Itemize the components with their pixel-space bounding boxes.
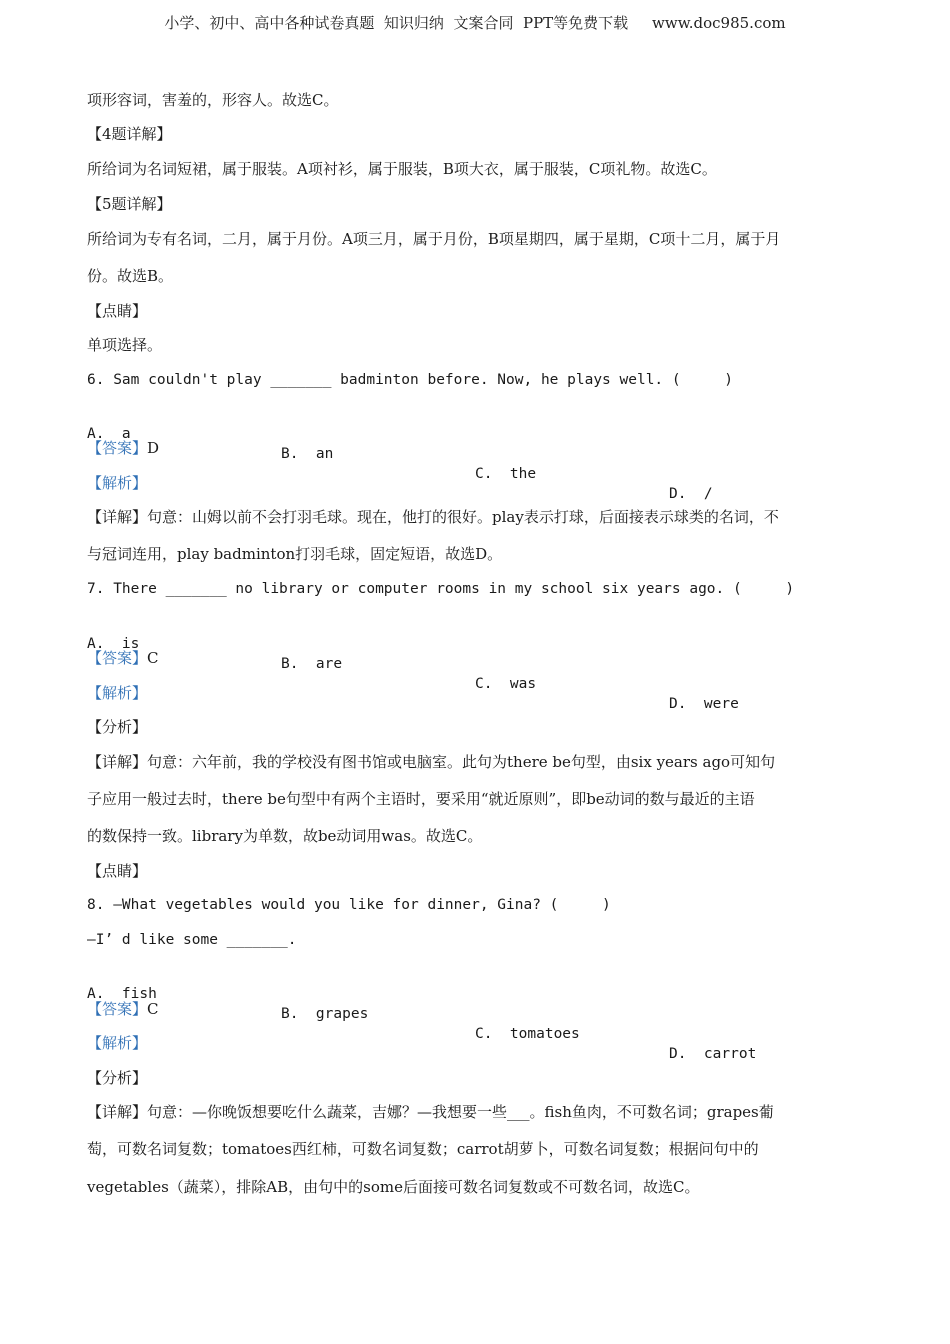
analysis-label: 【解析】	[87, 474, 148, 492]
detail-text: 【详解】句意：六年前，我的学校没有图书馆或电脑室。此句为there be句型，由six years ago可知句	[87, 753, 776, 771]
option-d: D. carrot	[669, 1046, 757, 1062]
option-a: A. fish	[87, 986, 157, 1002]
question-8-reply: —I’ d like some _______.	[87, 932, 297, 948]
text-line: 份。故选B。	[87, 267, 174, 285]
analysis-label: 【解析】	[87, 1034, 148, 1052]
fenxi-label: 【分析】	[87, 1069, 148, 1087]
option-a: A. a	[87, 426, 131, 442]
option-b: B. are	[281, 656, 343, 672]
text-line: 所给词为名词短裙，属于服装。A项衬衫，属于服装，B项大衣，属于服装，C项礼物。故选C。	[87, 160, 717, 178]
option-d: D. /	[669, 486, 713, 502]
answer-line	[87, 438, 870, 458]
answer-line	[87, 648, 870, 668]
option-d: D. were	[669, 696, 739, 712]
section-heading-q5: 【5题详解】	[87, 195, 172, 213]
text-line: 单项选择。	[87, 336, 163, 354]
detail-text: 与冠词连用，play badminton打羽毛球，固定短语，故选D。	[87, 545, 503, 563]
option-a: A. is	[87, 636, 140, 652]
option-c: C. was	[475, 676, 537, 692]
text-line: 项形容词，害羞的，形容人。故选C。	[87, 91, 339, 109]
question-8-stem: 8. —What vegetables would you like for dinner, Gina? ( )	[87, 897, 611, 913]
detail-text: 【详解】句意：—你晚饭想要吃什么蔬菜，吉娜？—我想要一些___。fish鱼肉，不可数名词；grapes葡	[87, 1103, 774, 1121]
detail-text: 子应用一般过去时，there be句型中有两个主语时，要采用“就近原则”，即be动词的数与最近的主语	[87, 790, 755, 808]
section-heading-dianjing: 【点睛】	[87, 302, 148, 320]
section-heading-q4: 【4题详解】	[87, 125, 172, 143]
detail-text: 萄，可数名词复数；tomatoes西红柿，可数名词复数；carrot胡萝卜，可数名词复数；根据问句中的	[87, 1140, 759, 1158]
answer-label: 【答案】	[87, 649, 148, 667]
option-b: B. an	[281, 446, 334, 462]
section-heading-dianjing: 【点睛】	[87, 862, 148, 880]
fenxi-label: 【分析】	[87, 718, 148, 736]
answer-label: 【答案】	[87, 439, 148, 457]
answer-line	[87, 999, 870, 1019]
answer-value: D	[147, 439, 160, 457]
option-b: B. grapes	[281, 1006, 369, 1022]
question-7-stem: 7. There _______ no library or computer rooms in my school six years ago. ( )	[87, 581, 795, 597]
text-line: 所给词为专有名词，二月，属于月份。A项三月，属于月份，B项星期四，属于星期，C项十二月，属于月	[87, 230, 781, 248]
detail-text: 【详解】句意：山姆以前不会打羽毛球。现在，他打的很好。play表示打球，后面接表示球类的名词，不	[87, 508, 779, 526]
page-header: 小学、初中、高中各种试卷真题 知识归纳 文案合同 PPT等免费下载 www.doc985.com	[164, 14, 786, 32]
option-c: C. tomatoes	[475, 1026, 580, 1042]
answer-value: C	[147, 1000, 159, 1018]
detail-text: 的数保持一致。library为单数，故be动词用was。故选C。	[87, 827, 483, 845]
detail-text: vegetables（蔬菜），排除AB，由句中的some后面接可数名词复数或不可数名词，故选C。	[87, 1178, 700, 1196]
analysis-label: 【解析】	[87, 684, 148, 702]
answer-value: C	[147, 649, 159, 667]
answer-label: 【答案】	[87, 1000, 148, 1018]
option-c: C. the	[475, 466, 537, 482]
question-6-stem: 6. Sam couldn't play _______ badminton before. Now, he plays well. ( )	[87, 372, 734, 388]
